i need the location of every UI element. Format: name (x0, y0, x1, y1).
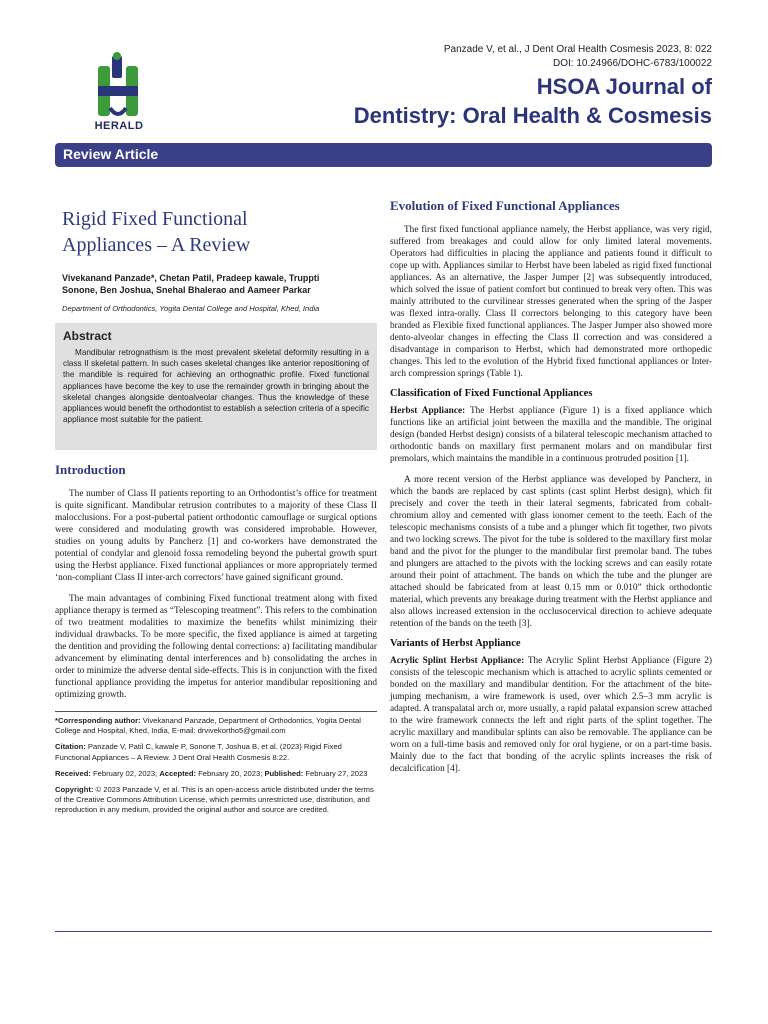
acrylic-splint-paragraph: Acrylic Splint Herbst Appliance: The Acrylic Splint Herbst Appliance (Figure 2) consists of the telescopic mechanism which is attached to acrylic splints cemented or bonded on the maxillary and mandibular dentition. For the attachment of the bite-jumping mechanism, a wire framework is used, over which 2.5–3 mm acrylic is adapted. A transpalatal arch or, more usually, a rapid palatal expansion screw attached to the wire framework connects the left and right parts of the splint together. The acrylic maxillary and mandibular splints can also be removable. The appliance can be worn on a full-time basis and removed only for oral hygiene, or on a part-time basis. Mainly due to the fact that bonding of the acrylic splints increases the risk of decalcification [4]. (390, 656, 712, 774)
article-title (62, 206, 377, 258)
copyright-note: Copyright: © 2023 Panzade V, et al. This is an open-access article distributed under the terms of the Creative Commons Attribution License, which permits unrestricted use, distribution, and reproduction in any medium, provided the original author and source are credited. (55, 785, 374, 815)
citation-note: Citation: Panzade V, Patil C, kawale P, Sonone T, Joshua B, et al. (2023) Rigid Fixed Functional Appliances – A Review. J Dent Oral Health Cosmesis 8:22. (55, 742, 342, 762)
article-type-label: Review Article (63, 146, 159, 162)
left-column (55, 198, 377, 822)
dates-note: Received: February 02, 2023; Accepted: February 20, 2023; Published: February 27, 2023 (55, 768, 368, 778)
logo-wordmark: HERALD (94, 120, 144, 132)
article-title-line2: Appliances – A Review (62, 234, 251, 256)
article-type-banner (55, 143, 712, 167)
herbst-paragraph: Herbst Appliance: The Herbst appliance (Figure 1) is a fixed appliance which functions like an artificial joint between the maxilla and the mandible. The original design (banded Herbst design) consists of a bilateral telescopic mechanism attached to orthodontic bands on maxillary first permanent molars and on mandibular first premolars, which maintains the mandible in a continuous protruded position [1]. (390, 406, 712, 464)
author-line2: Sonone, Ben Joshua, Snehal Bhalerao and Aameer Parkar (62, 285, 311, 295)
page-header (0, 0, 768, 140)
evolution-heading: Evolution of Fixed Functional Appliances (390, 198, 620, 213)
abstract-text: Mandibular retrognathism is the most prevalent skeletal deformity resulting in a class II skeletal pattern. In such cases skeletal changes like anterior repositioning of the mandible is required for achieving an orthognathic profile. Fixed functional appliances have become the key to use the remainder growth in bringing about the skeletal changes alongside dentoalveolar changes. Thus the knowledge of these appliances would benefit the orthodontist to establish a selection criteria of a specific appliance most suitable for the patient. (63, 348, 369, 425)
right-column (390, 198, 712, 775)
herbst-paragraph-2: A more recent version of the Herbst appliance was developed by Pancherz, in which the bands are replaced by cast splints (cast splint Herbst design), which fit precisely and cover the teeth in their lateral segments, fabricated from cobalt-chromium alloy and cemented with glass ionomer cement to the teeth. Each of the telescopic mechanisms consists of a tube and a plunger which fit together, two pivots and two locking screws. The pivot for the tube is soldered to the maxillary first molar band and the pivot for the plunger to the mandibular first premolar band. The tubes and plungers are attached to the pivots with the locking screws and can easily rotate around their point of attachment. The bands on which the tube and the plunger are attached should be fabricated from at least 0.15 mm or 0.010” thick orthodontic material, which prevents any breakage during treatment with the Herbst appliance and also allows increased extension in the occlusocervical direction to achieve adequate retention of the bands on the teeth [3]. (390, 475, 712, 629)
introduction-body (55, 488, 377, 701)
journal-title-line1: HSOA Journal of (536, 74, 712, 99)
citation-line: Panzade V, et al., J Dent Oral Health Cosmesis 2023, 8: 022 (443, 44, 712, 55)
introduction-heading: Introduction (55, 462, 126, 477)
variants-heading: Variants of Herbst Appliance (390, 638, 521, 649)
journal-title (354, 72, 712, 130)
affiliation: Department of Orthodontics, Yogita Dental College and Hospital, Khed, India (62, 304, 320, 313)
abstract-heading: Abstract (63, 329, 112, 343)
evolution-paragraph: The first fixed functional appliance namely, the Herbst appliance, was very rigid, suffered from breakages and could allow for only limited lateral movements. Operators had difficulties in placing the appliance and patients found it difficult to cope up with. Appliances similar to Herbst have been labeled as rigid fixed functional appliances. As an alternative, the Jasper Jumper [2] was subsequently introduced, which solved the issue of patient comfort but continued to break very often. This was mainly attributed to the curvilinear stresses generated when the spring of the Jasper was flexed intra-orally. Class II correctors belonging to this category have been branded as Flexible fixed functional appliances. The Jasper Jumper also showed more dento-alveolar changes in effecting the Class II correction and was considered a disadvantage in comparison to Herbst, which had demonstrated more orthopedic changes. This led to the evolution of the Hybrid fixed functional appliances or Inter-arch compression springs (Table 1). (390, 225, 712, 379)
intro-paragraph: The main advantages of combining Fixed functional treatment along with fixed appliance therapy is termed as “Telescoping treatment”. This refers to the combination of two treatment modalities to maximize the benefits whilst minimizing their individual drawbacks. To be more specific, the fixed appliance is aimed at targeting the dentition and providing the following dental corrections: a) facilitating mandibular advancement by eliminating dental interferences and b) consolidating the arches in order to minimize the adverse dental side-effects. This is in conjunction with the fixed functional appliance providing the impetus for anterior mandibular repositioning and optimizing growth. (55, 594, 377, 700)
variants-body (390, 655, 712, 775)
herald-logo (86, 52, 152, 136)
evolution-body (390, 224, 712, 380)
author-list (62, 272, 377, 296)
abstract-box (55, 323, 377, 450)
article-title-line1: Rigid Fixed Functional (62, 208, 248, 230)
classification-body (390, 405, 712, 630)
intro-paragraph: The number of Class II patients reporting to an Orthodontist’s office for treatment is quite significant. Mandibular retrusion contributes to a majority of these Class II malocclusions. For a post-pubertal patient orthodontic camouflage or surgical options were considered and modulating growth was considered improbable. However, studies on young adults by Pancherz [1] and co-workers have demonstrated the potential of condylar and glenoid fossa remodeling beyond the pubertal growth spurt using the Herbst appliance. Fixed functional appliances or more appropriately termed ‘non-compliant Class II inter-arch correctors’ have gained significant ground. (55, 489, 377, 583)
classification-heading: Classification of Fixed Functional Appliances (390, 388, 593, 399)
corresponding-author-note: *Corresponding author: Vivekanand Panzade, Department of Orthodontics, Yogita Dental College and Hospital, Khed, India, E-mail: drvivekortho5@gmail.com (55, 716, 361, 736)
doi-link[interactable]: DOI: 10.24966/DOHC-6783/100022 (553, 58, 712, 69)
article-footnotes (55, 711, 377, 816)
herald-logo-icon (86, 52, 152, 122)
author-line1: Vivekanand Panzade*, Chetan Patil, Pradeep kawale, Truppti (62, 273, 320, 283)
journal-title-line2: Dentistry: Oral Health & Cosmesis (353, 103, 712, 128)
bottom-divider (55, 931, 712, 932)
